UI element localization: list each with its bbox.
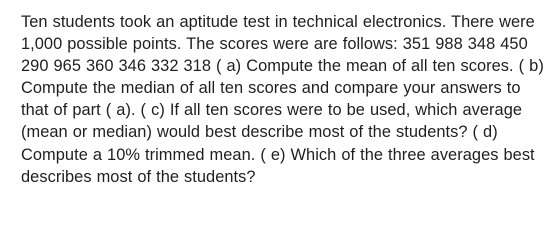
question-text: Ten students took an aptitude test in technical electronics. There were 1,000 possible points. The scores were are follows: 351 988 348 450 290 965 360 346 332 318 ( a) Compute the mean of all ten scores. ( b) Compute the median of all ten scores and compare your answers to that of part ( a). ( c) If all ten scores were to be used, which average (mean or median) would best describe most of the students? ( d) Compute a 10% trimmed mean. ( e) Which of the three averages best describes most of the students?: [21, 13, 544, 186]
